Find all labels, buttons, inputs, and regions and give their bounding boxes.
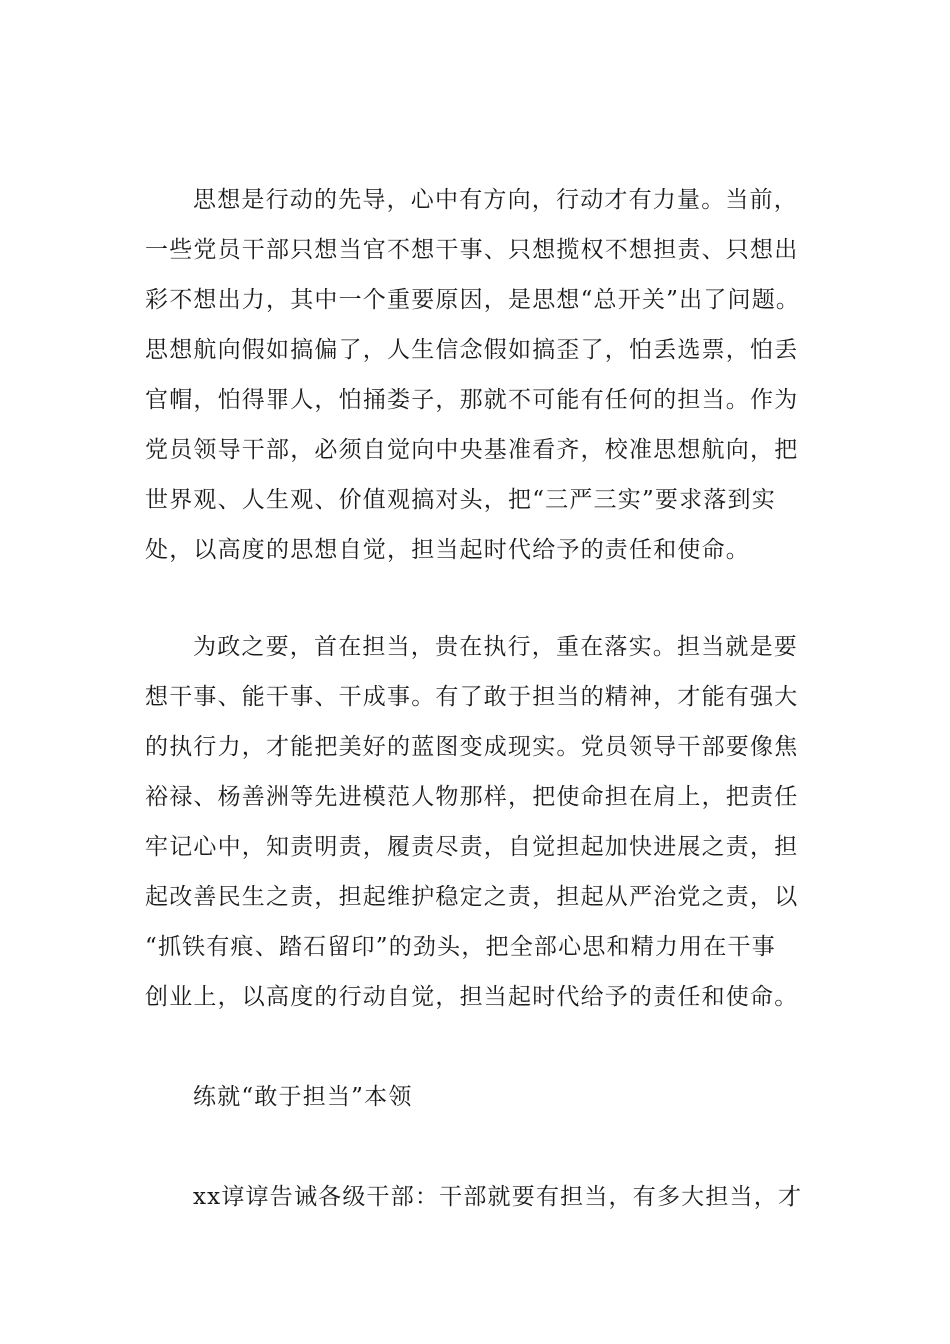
paragraph-line: xx谆谆告诫各级干部：干部就要有担当，有多大担当，才 <box>193 1184 803 1210</box>
paragraph-line: 官帽，怕得罪人，怕捅娄子，那就不可能有任何的担当。作为 <box>145 387 799 413</box>
paragraph-line: 起改善民生之责，担起维护稳定之责，担起从严治党之责，以 <box>145 884 799 910</box>
paragraph-line: 牢记心中，知责明责，履责尽责，自觉担起加快进展之责，担 <box>145 834 799 860</box>
paragraph-line: 的执行力，才能把美好的蓝图变成现实。党员领导干部要像焦 <box>145 734 799 760</box>
paragraph-line: 处，以高度的思想自觉，担当起时代给予的责任和使命。 <box>145 537 750 563</box>
paragraph-line: 创业上，以高度的行动自觉，担当起时代给予的责任和使命。 <box>145 984 799 1010</box>
paragraph-thought-guide <box>145 175 825 575</box>
paragraph-line: 为政之要，首在担当，贵在执行，重在落实。担当就是要 <box>193 634 798 660</box>
paragraph-line: 裕禄、杨善洲等先进模范人物那样，把使命担在肩上，把责任 <box>145 784 799 810</box>
paragraph-line: 想干事、能干事、干成事。有了敢于担当的精神，才能有强大 <box>145 684 799 710</box>
paragraph-line: “抓铁有痕、踏石留印”的劲头，把全部心思和精力用在干事 <box>145 934 776 960</box>
paragraph-line: 思想是行动的先导，心中有方向，行动才有力量。当前， <box>193 187 798 213</box>
paragraph-line: 思想航向假如搞偏了，人生信念假如搞歪了，怕丢选票，怕丢 <box>145 337 799 363</box>
section-heading: 练就“敢于担当”本领 <box>193 1084 413 1110</box>
paragraph-governance <box>145 622 825 1022</box>
paragraph-line: 世界观、人生观、价值观搞对头，把“三严三实”要求落到实 <box>145 487 776 513</box>
paragraph-line: 彩不想出力，其中一个重要原因，是思想“总开关”出了问题。 <box>145 287 801 313</box>
paragraph-line: 一些党员干部只想当官不想干事、只想揽权不想担责、只想出 <box>145 237 799 263</box>
paragraph-line: 党员领导干部，必须自觉向中央基准看齐，校准思想航向，把 <box>145 437 799 463</box>
paragraph-exhortation <box>193 1172 802 1222</box>
